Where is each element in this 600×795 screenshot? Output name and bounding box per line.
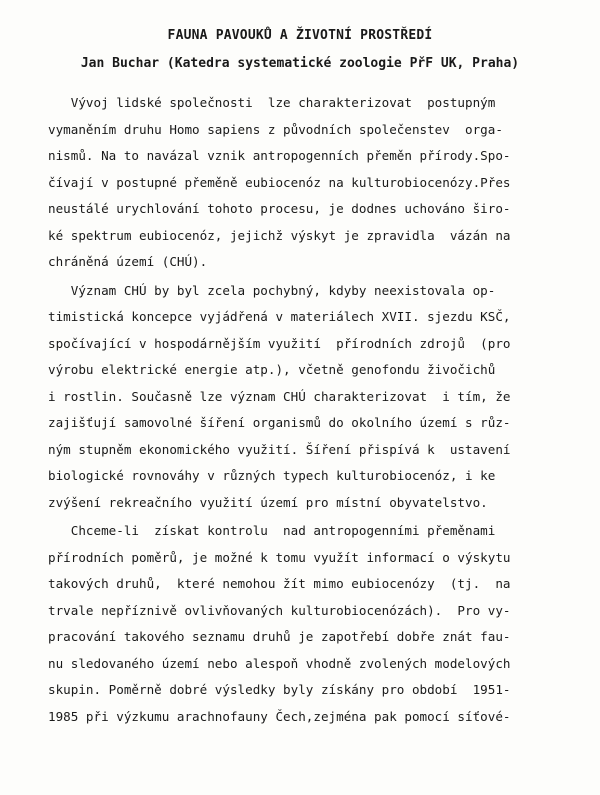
text-line: Chceme-li získat kontrolu nad antropogenními přeměnami bbox=[48, 523, 496, 538]
text-line: biologické rovnováhy v různých typech kulturobiocenóz, i ke bbox=[48, 468, 496, 483]
author-line: Jan Buchar (Katedra systematické zoologie PřF UK, Praha) bbox=[80, 56, 520, 71]
text-line: skupin. Poměrně dobré výsledky byly získány pro období 1951- bbox=[48, 682, 511, 697]
text-line: zajišťují samovolné šíření organismů do okolního území s růz- bbox=[48, 415, 511, 430]
text-line: i rostlin. Současně lze význam CHÚ charakterizovat i tím, že bbox=[48, 388, 511, 404]
body-text bbox=[48, 90, 588, 730]
text-line: Vývoj lidské společnosti lze charakterizovat postupným bbox=[48, 95, 496, 110]
paragraph bbox=[48, 278, 588, 517]
text-line: vymaněním druhu Homo sapiens z původních společenstev orga- bbox=[48, 121, 503, 137]
text-line: výrobu elektrické energie atp.), včetně genofondu živočichů bbox=[48, 362, 496, 377]
text-line: nu sledovaného území nebo alespoň vhodně zvolených modelových bbox=[48, 655, 511, 671]
text-line: trvale nepříznivě ovlivňovaných kulturobiocenózách). Pro vy- bbox=[48, 602, 511, 618]
text-line: nismů. Na to navázal vznik antropogenních přeměn přírody.Spo- bbox=[48, 148, 511, 163]
text-line: takových druhů, které nemohou žít mimo eubiocenózy (tj. na bbox=[48, 576, 511, 591]
text-line: čívají v postupné přeměně eubiocenóz na kulturobiocenózy.Přes bbox=[48, 174, 511, 190]
paragraph bbox=[48, 90, 588, 276]
text-line: zvýšení rekreačního využití území pro místní obyvatelstvo. bbox=[48, 494, 488, 510]
text-line: Význam CHÚ by byl zcela pochybný, kdyby neexistovala op- bbox=[48, 282, 496, 298]
text-line: 1985 při výzkumu arachnofauny Čech,zejména pak pomocí síťové- bbox=[48, 708, 511, 724]
text-line: timistická koncepce vyjádřená v materiálech XVII. sjezdu KSČ, bbox=[48, 309, 511, 324]
text-line: ké spektrum eubiocenóz, jejichž výskyt je zpravidla vázán na bbox=[48, 227, 511, 243]
document-title: FAUNA PAVOUKŮ A ŽIVOTNÍ PROSTŘEDÍ bbox=[167, 28, 433, 43]
paragraph bbox=[48, 518, 588, 730]
text-line: spočívající v hospodárnějším využití přírodních zdrojů (pro bbox=[48, 335, 511, 351]
text-line: neustálé urychlování tohoto procesu, je dodnes uchováno širo- bbox=[48, 201, 511, 216]
text-line: přírodních poměrů, je možné k tomu využít informací o výskytu bbox=[48, 549, 511, 565]
text-line: pracování takového seznamu druhů je zapotřebí dobře znát fau- bbox=[48, 629, 511, 644]
text-line: ným stupněm ekonomického využití. Šíření přispívá k ustavení bbox=[48, 441, 511, 457]
text-line: chráněná území (CHÚ). bbox=[48, 254, 208, 269]
